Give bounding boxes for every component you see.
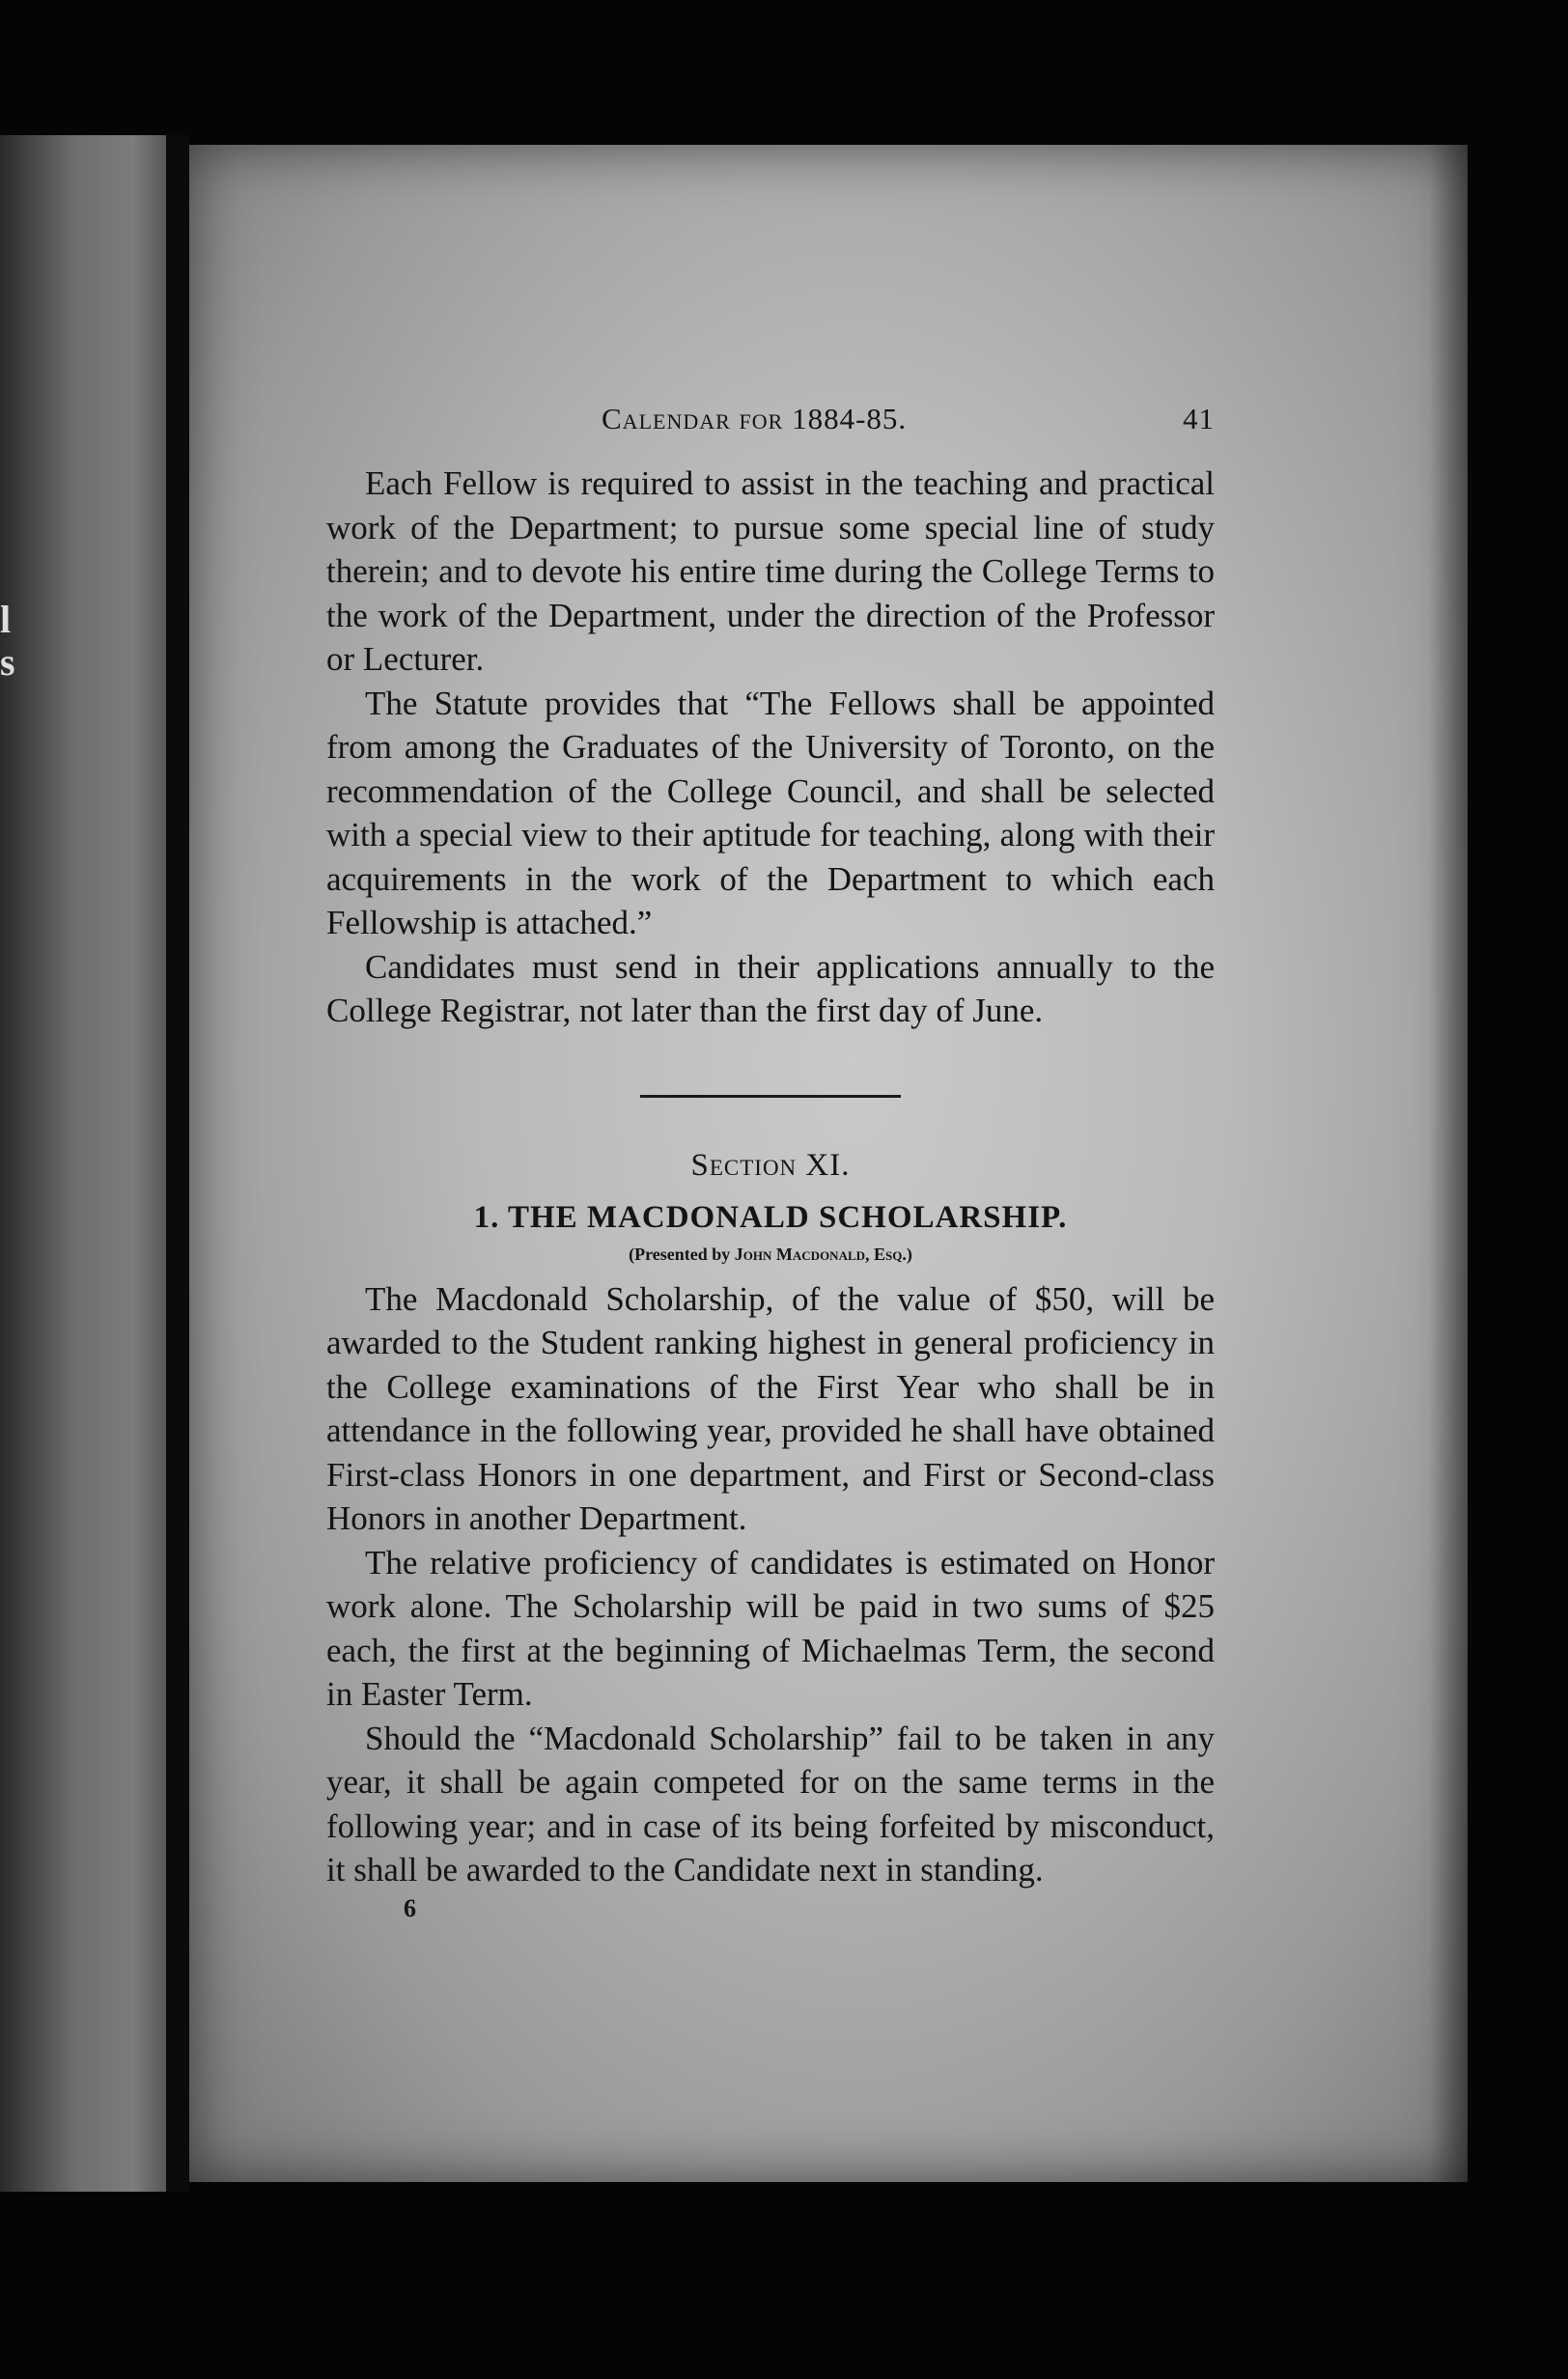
scholarship-heading: 1. THE MACDONALD SCHOLARSHIP.	[473, 1199, 1068, 1235]
book-gutter	[166, 135, 189, 2192]
paragraph-applications: Candidates must send in their applications annually to the College Registrar, not later than the first day of June.	[326, 947, 1215, 1029]
presented-suffix: )	[906, 1244, 912, 1264]
section-heading: Section XI.	[690, 1147, 851, 1183]
paragraph-statute: The Statute provides that “The Fellows shall be appointed from among the Graduates of the University of Toronto, on the recommendation of the College Council, and shall be selected with a special view to their aptitude for teaching, along with their acquirements in the work of the Department to which each Fellowship is attached.”	[326, 684, 1215, 941]
page-text	[326, 394, 1215, 1923]
signature-mark: 6	[404, 1893, 416, 1922]
book-page	[189, 145, 1468, 2182]
paragraph-proficiency: The relative proficiency of candidates is estimated on Honor work alone. The Scholarship will be paid in two sums of $25 each, the first at the beginning of Michaelmas Term, the second in Easter Term.	[326, 1543, 1215, 1713]
page-number: 41	[1183, 402, 1215, 435]
previous-page-fragment	[0, 599, 14, 684]
fragment-char: s	[0, 640, 15, 684]
paragraph-scholarship-value: The Macdonald Scholarship, of the value of $50, will be awarded to the Student ranking highest in general proficiency in the College examinations of the First Year who shall be in attendance in the following year, provided he shall have obtained First-class Honors in one department, and First or Second-class Honors in another Department.	[326, 1279, 1215, 1537]
donor-name: John Macdonald, Esq.	[734, 1244, 907, 1264]
section-divider	[640, 1095, 901, 1098]
running-head	[326, 394, 1215, 452]
running-title: Calendar for 1884-85.	[602, 402, 908, 435]
paragraph-forfeit: Should the “Macdonald Scholarship” fail to be taken in any year, it shall be again competed for on the same terms in the following year; and in case of its being forfeited by misconduct, it shall be awarded to the Candidate next in standing.	[326, 1719, 1215, 1889]
previous-page-edge	[0, 135, 166, 2192]
presented-by-line	[326, 1245, 1215, 1277]
paragraph-fellow-duties: Each Fellow is required to assist in the teaching and practical work of the Department; to pursue some special line of study therein; and to devote his entire time during the College Terms to the work of the Department, under the direction of the Professor or Lecturer.	[326, 464, 1215, 678]
page-shadow	[1429, 145, 1468, 2182]
fragment-char: l	[0, 598, 12, 641]
presented-prefix: (Presented by	[629, 1244, 735, 1264]
